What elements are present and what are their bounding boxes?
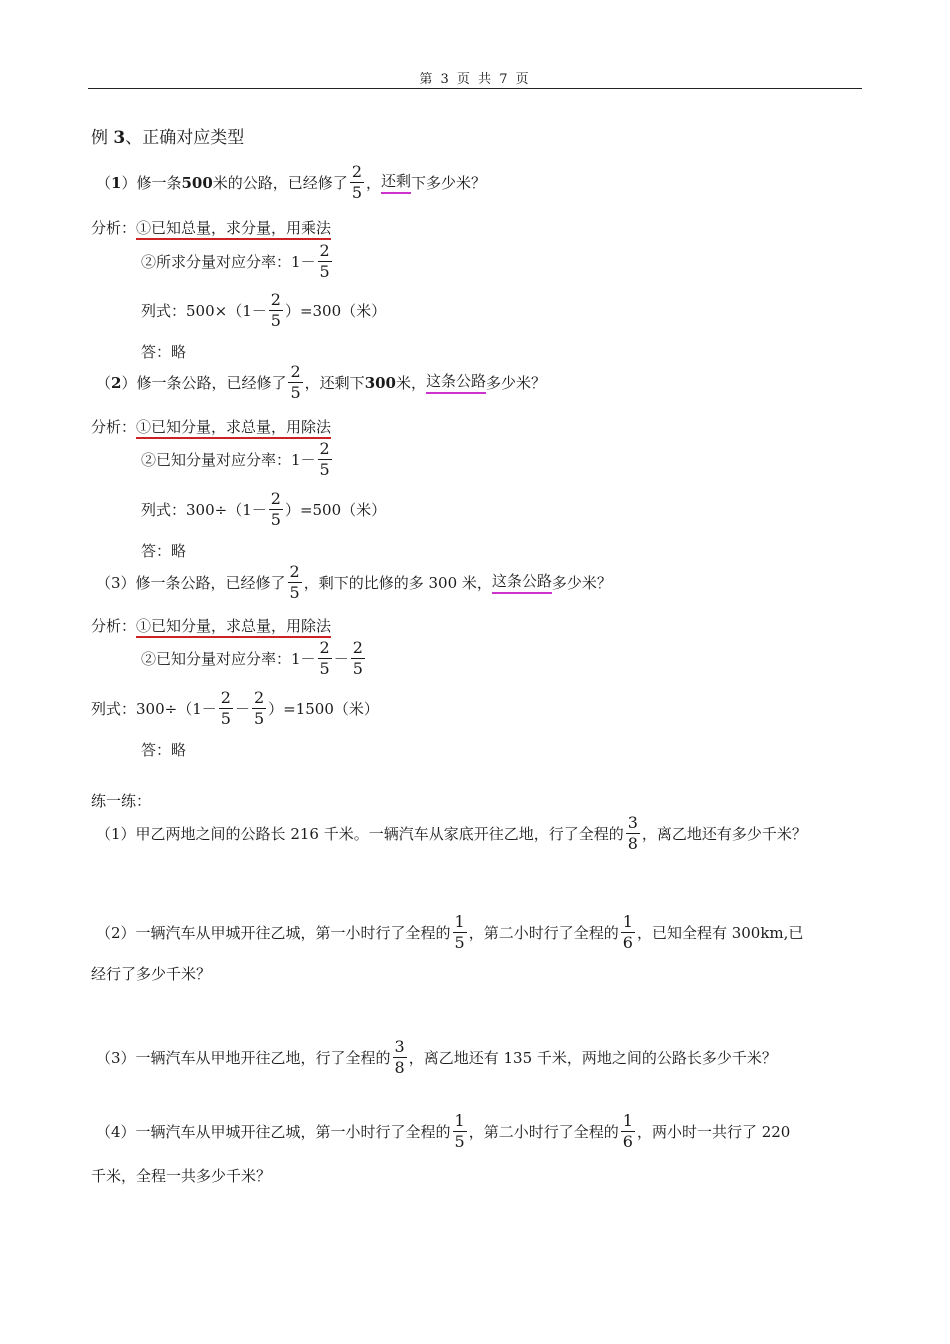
fraction-2-5: $\frac{2}{5}$ [352,638,363,678]
practice-2: （2）一辆汽车从甲城开往乙城，第一小时行了全程的 $\frac{1}{5}$ ，第二小时行了全程的 $\frac{1}{6}$ ，已知全程有 300km,已 [96,912,804,952]
q2-analysis: 分析：①已知分量，求总量，用除法 [91,417,331,437]
q1-line: （ 1 ） 修一条 500 米的公路，已经修了 $\frac{2}{5}$ ， 还剩 下多少米？ [96,162,487,202]
practice-4: （4）一辆汽车从甲城开往乙城，第一小时行了全程的 $\frac{1}{5}$ ，第二小时行了全程的 $\frac{1}{6}$ ，两小时一共行了 220 [96,1111,791,1151]
fraction-3-8: $\frac{3}{8}$ [394,1037,405,1077]
q1-equation: 列式：500×（1－ $\frac{2}{5}$ ）=300（米） [141,290,387,330]
practice-2-cont: 经行了多少千米？ [91,965,212,983]
q2-answer: 答：略 [141,542,187,560]
q3-step2: ②已知分量对应分率：1－ $\frac{2}{5}$ － $\frac{2}{5}$ [141,638,363,678]
q2-step2: ②已知分量对应分率：1－ $\frac{2}{5}$ [141,439,330,479]
fraction-1-5: $\frac{1}{5}$ [454,912,465,952]
fraction-1-5: $\frac{1}{5}$ [454,1111,465,1151]
fraction-2-5: $\frac{2}{5}$ [289,562,300,602]
q3-answer: 答：略 [141,741,187,759]
fraction-2-5: $\frac{2}{5}$ [220,688,231,728]
q1-step2: ②所求分量对应分率：1－ $\frac{2}{5}$ [141,241,330,281]
q1-step1: ①已知总量，求分量，用乘法 [136,219,331,240]
fraction-2-5: $\frac{2}{5}$ [270,489,281,529]
fraction-2-5: $\frac{2}{5}$ [253,688,265,728]
practice-3: （3）一辆汽车从甲地开往乙地，行了全程的 $\frac{3}{8}$ ，离乙地还有 135 千米，两地之间的公路长多少千米？ [96,1037,777,1077]
q3-line: （3）修一条公路，已经修了 $\frac{2}{5}$ ，剩下的比修的多 300 米， 这条公路 多少米？ [96,562,612,602]
underline-road: 这条公路 [426,371,486,394]
fraction-1-6: $\frac{1}{6}$ [622,1111,633,1151]
fraction-2-5: $\frac{2}{5}$ [270,290,281,330]
fraction-3-8: $\frac{3}{8}$ [627,813,638,853]
fraction-2-5: $\frac{2}{5}$ [319,439,330,479]
practice-title: 练一练： [91,792,152,810]
header-rule [88,88,862,89]
q2-equation: 列式：300÷（1－ $\frac{2}{5}$ ）=500（米） [141,489,387,529]
fraction-1-6: $\frac{1}{6}$ [622,912,633,952]
practice-4-cont: 千米，全程一共多少千米？ [91,1167,272,1185]
q3-step1: ①已知分量，求总量，用除法 [136,617,331,638]
fraction-2-5: $\frac{2}{5}$ [351,162,362,202]
q2-line: （ 2 ） 修一条公路，已经修了 $\frac{2}{5}$ ，还剩下 300 米， 这条公路 多少米？ [96,362,547,402]
fraction-2-5: $\frac{2}{5}$ [319,638,330,678]
fraction-2-5: $\frac{2}{5}$ [290,362,301,402]
q3-equation: 列式：300÷（1－ $\frac{2}{5}$ － $\frac{2}{5}$ ）=1500（米） [91,688,379,728]
q1-answer: 答：略 [141,343,187,361]
q3-analysis: 分析：①已知分量，求总量，用除法 [91,616,331,636]
practice-1: （1）甲乙两地之间的公路长 216 千米。一辆汽车从家底开往乙地，行了全程的 $\frac{3}{8}$ ，离乙地还有多少千米？ [96,813,807,853]
q1-analysis: 分析：①已知总量，求分量，用乘法 [91,218,331,238]
underline-remaining: 还剩 [381,171,411,194]
example-title: 例 3、正确对应类型 [91,128,245,148]
underline-road: 这条公路 [492,571,552,594]
fraction-2-5: $\frac{2}{5}$ [319,241,330,281]
q2-step1: ①已知分量，求总量，用除法 [136,418,331,439]
page-header: 第 3 页 共 7 页 [419,72,531,87]
